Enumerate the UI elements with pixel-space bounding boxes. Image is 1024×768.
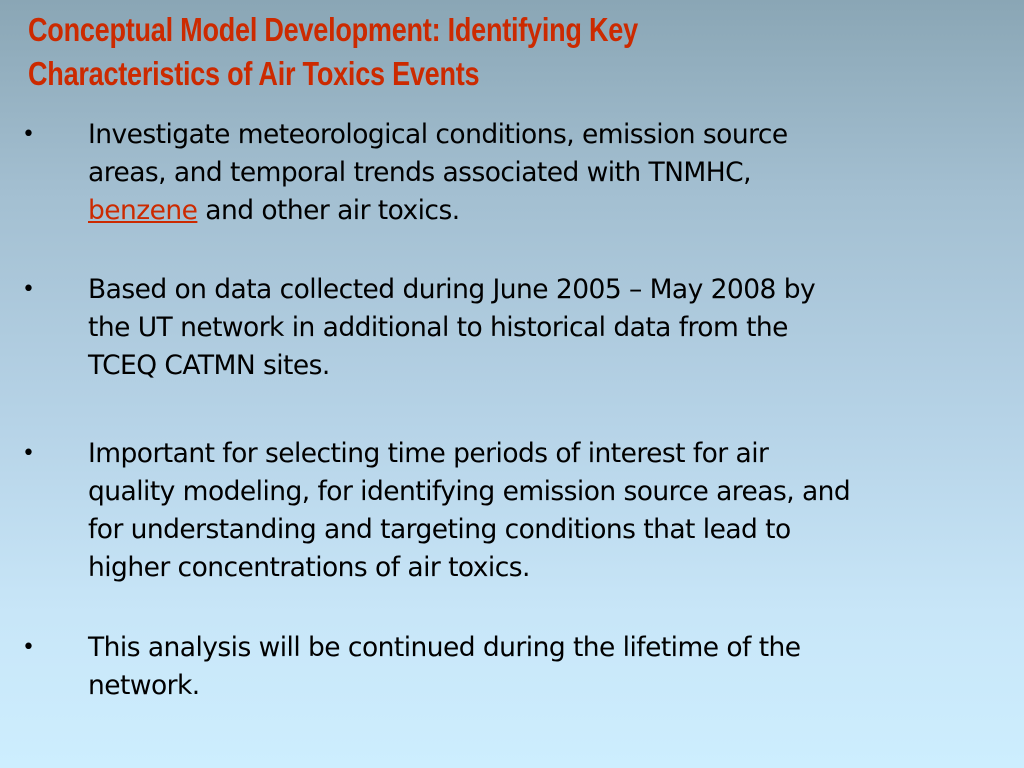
bullet-text-1 xyxy=(88,116,998,230)
bullet-1-line-3-rest: and other air toxics. xyxy=(197,195,460,226)
slide-title-line-2: Characteristics of Air Toxics Events xyxy=(28,55,480,92)
bullet-1-line-2: areas, and temporal trends associated with TNMHC, xyxy=(88,157,751,188)
slide-title xyxy=(28,8,766,96)
bullet-text-2 xyxy=(88,271,998,385)
bullet-marker: • xyxy=(22,441,35,466)
bullet-2-line-1: Based on data collected during June 2005 – May 2008 by xyxy=(88,274,816,305)
slide-title-line-1: Conceptual Model Development: Identifying Key xyxy=(28,11,638,48)
bullet-3-line-1: Important for selecting time periods of interest for air xyxy=(88,438,769,469)
bullet-2-line-2: the UT network in additional to historical data from the xyxy=(88,312,788,343)
bullet-marker: • xyxy=(22,122,35,147)
bullet-2-line-3: TCEQ CATMN sites. xyxy=(88,350,330,381)
bullet-1-line-1: Investigate meteorological conditions, emission source xyxy=(88,119,788,150)
bullet-4-line-1: This analysis will be continued during the lifetime of the xyxy=(88,632,801,663)
bullet-3-line-3: for understanding and targeting conditions that lead to xyxy=(88,514,791,545)
bullet-text-4 xyxy=(88,629,998,705)
bullet-3-line-4: higher concentrations of air toxics. xyxy=(88,552,530,583)
bullet-text-3 xyxy=(88,435,998,587)
benzene-link[interactable]: benzene xyxy=(88,195,198,226)
bullet-4-line-2: network. xyxy=(88,670,200,701)
bullet-1-line-3 xyxy=(88,192,998,230)
bullet-marker: • xyxy=(22,277,35,302)
bullet-marker: • xyxy=(22,635,35,660)
bullet-3-line-2: quality modeling, for identifying emission source areas, and xyxy=(88,476,851,507)
